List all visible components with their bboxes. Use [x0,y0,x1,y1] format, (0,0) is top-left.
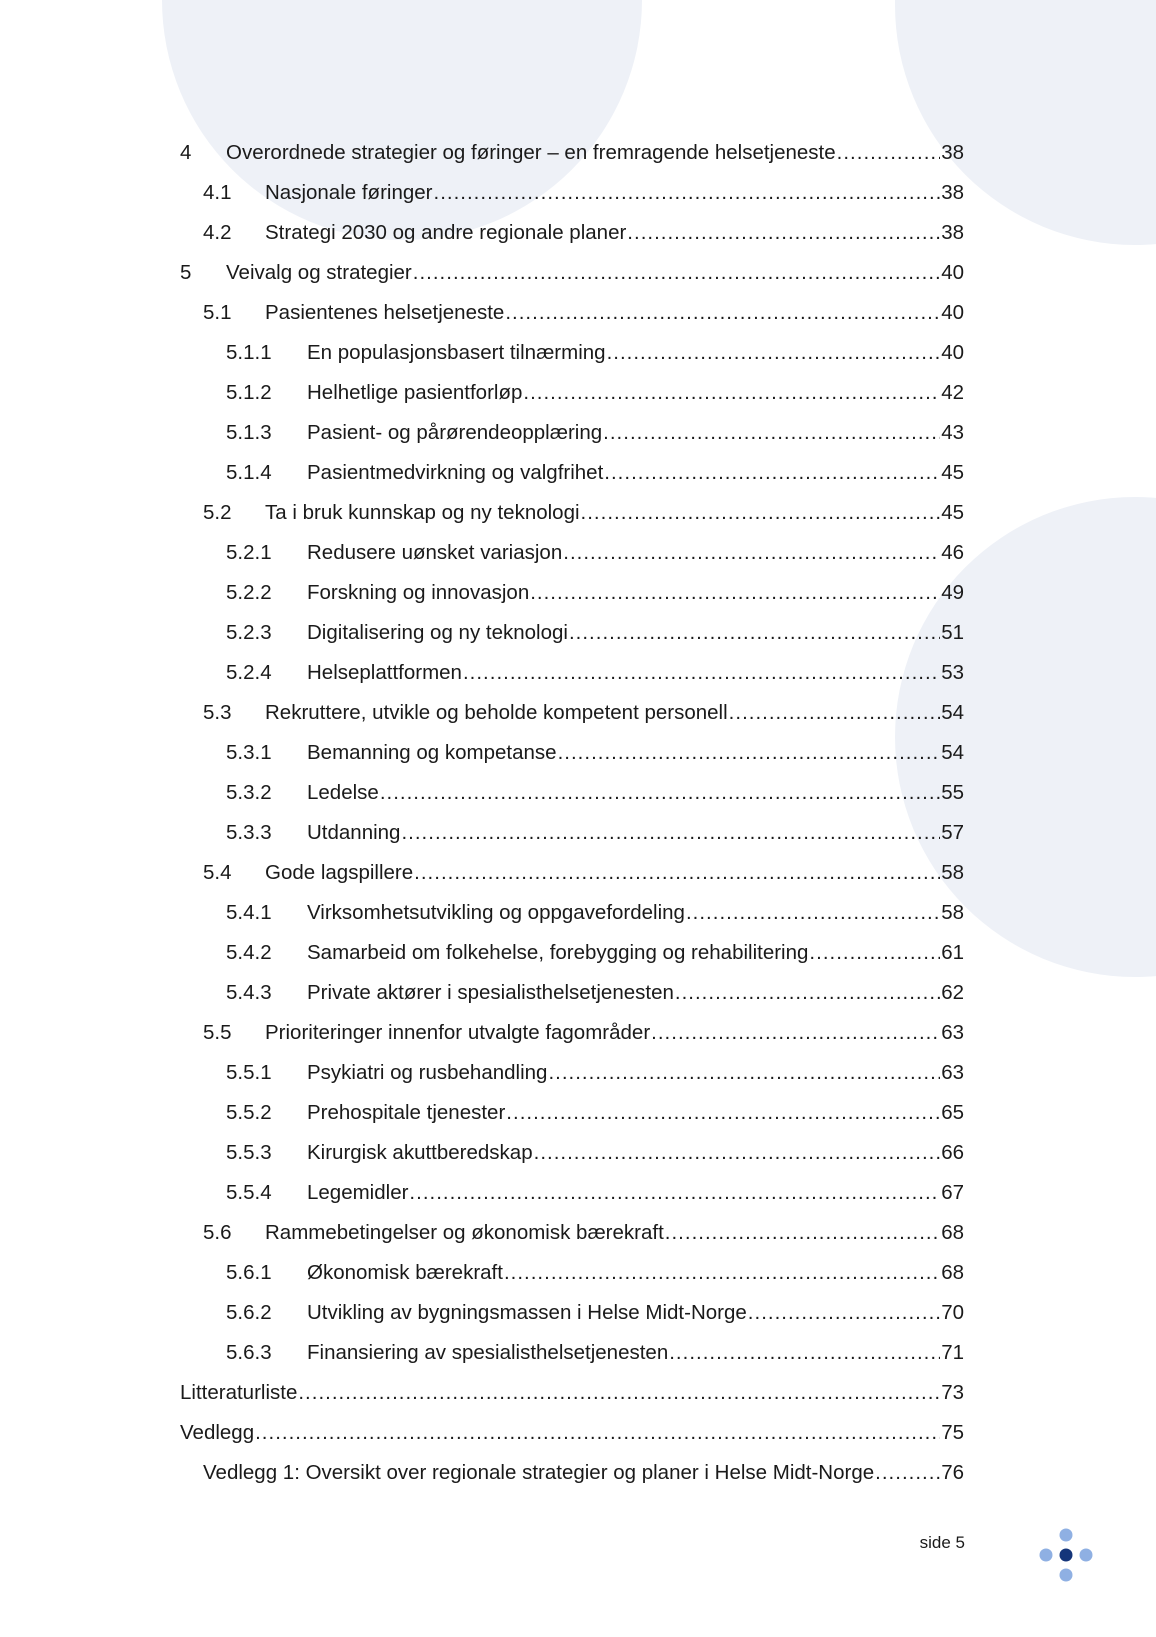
toc-entry-title: Forskning og innovasjon [307,581,530,604]
toc-leader-dots [504,1261,940,1285]
toc-entry-page: 62 [941,981,964,1004]
toc-entry-number: 5.1.4 [226,461,272,484]
toc-entry-page: 38 [941,221,964,244]
toc-entry-title: En populasjonsbasert tilnærming [307,341,606,364]
toc-leader-dots [298,1381,940,1405]
toc-entry-page: 46 [941,541,964,564]
toc-entry[interactable] [180,413,964,453]
logo-dots-icon [1038,1527,1118,1607]
toc-leader-dots [607,341,941,365]
toc-leader-dots [414,861,940,885]
toc-entry[interactable] [180,1373,964,1413]
toc-entry[interactable] [180,453,964,493]
toc-entry-number: 5.2.1 [226,541,272,564]
toc-leader-dots [837,141,941,165]
toc-entry-page: 38 [941,181,964,204]
toc-entry[interactable] [180,1173,964,1213]
toc-entry-page: 63 [941,1021,964,1044]
toc-entry-number: 5.2.3 [226,621,272,644]
toc-entry-page: 38 [941,141,964,164]
toc-leader-dots [413,261,940,285]
toc-entry-title: Veivalg og strategier [226,261,412,284]
toc-entry[interactable] [180,373,964,413]
toc-leader-dots [748,1301,940,1325]
toc-entry-page: 49 [941,581,964,604]
toc-entry-title: Pasient- og pårørendeopplæring [307,421,603,444]
toc-entry[interactable] [180,533,964,573]
toc-leader-dots [729,701,941,725]
toc-entry-number: 5.3.3 [226,821,272,844]
toc-entry-page: 54 [941,741,964,764]
toc-entry-title: Samarbeid om folkehelse, forebygging og rehabilitering [307,941,809,964]
toc-entry-number: 5.2 [203,501,232,524]
toc-leader-dots [809,941,940,965]
toc-entry-title: Vedlegg [180,1421,255,1444]
toc-leader-dots [434,181,941,205]
toc-entry[interactable] [180,693,964,733]
toc-leader-dots [669,1341,940,1365]
toc-entry-number: 5.4.3 [226,981,272,1004]
table-of-contents [180,133,964,1493]
toc-entry-number: 5.5.3 [226,1141,272,1164]
toc-entry-page: 58 [941,861,964,884]
toc-leader-dots [548,1061,940,1085]
toc-entry-number: 5.1 [203,301,232,324]
toc-entry-title: Digitalisering og ny teknologi [307,621,568,644]
toc-entry-title: Utdanning [307,821,401,844]
toc-entry-title: Private aktører i spesialisthelsetjenesten [307,981,674,1004]
toc-entry[interactable] [180,213,964,253]
toc-entry-number: 5.1.1 [226,341,272,364]
toc-entry-page: 55 [941,781,964,804]
toc-entry-title: Redusere uønsket variasjon [307,541,563,564]
toc-entry-page: 53 [941,661,964,684]
toc-entry-title: Utvikling av bygningsmassen i Helse Midt-Norge [307,1301,747,1324]
toc-entry-title: Bemanning og kompetanse [307,741,557,764]
toc-entry-title: Helhetlige pasientforløp [307,381,523,404]
toc-entry[interactable] [180,733,964,773]
toc-entry[interactable] [180,1093,964,1133]
toc-entry-page: 57 [941,821,964,844]
toc-leader-dots [563,541,940,565]
toc-entry-title: Virksomhetsutvikling og oppgavefordeling [307,901,685,924]
toc-entry-title: Psykiatri og rusbehandling [307,1061,548,1084]
toc-leader-dots [380,781,940,805]
toc-entry[interactable] [180,1133,964,1173]
toc-entry[interactable] [180,933,964,973]
toc-entry-number: 5.5.1 [226,1061,272,1084]
toc-entry-number: 4.1 [203,181,232,204]
toc-entry-number: 5.1.3 [226,421,272,444]
toc-entry-page: 75 [941,1421,964,1444]
toc-entry-number: 5 [180,261,192,284]
toc-entry-number: 5.3.1 [226,741,272,764]
toc-entry-title: Vedlegg 1: Oversikt over regionale strategier og planer i Helse Midt-Norge [203,1461,875,1484]
toc-entry-title: Pasientenes helsetjeneste [265,301,505,324]
toc-entry-number: 5.5.2 [226,1101,272,1124]
toc-entry-number: 5.6 [203,1221,232,1244]
toc-entry-title: Litteraturliste [180,1381,298,1404]
toc-entry[interactable] [180,1213,964,1253]
toc-leader-dots [558,741,941,765]
toc-leader-dots [505,301,940,325]
toc-entry-number: 5.4.1 [226,901,272,924]
toc-entry-page: 40 [941,301,964,324]
toc-entry-number: 5.3.2 [226,781,272,804]
toc-leader-dots [401,821,940,845]
toc-entry[interactable] [180,1293,964,1333]
toc-entry-title: Ta i bruk kunnskap og ny teknologi [265,501,580,524]
toc-entry[interactable] [180,1053,964,1093]
toc-entry-title: Nasjonale føringer [265,181,433,204]
toc-entry-title: Økonomisk bærekraft [307,1261,503,1284]
toc-leader-dots [569,621,940,645]
toc-leader-dots [627,221,940,245]
toc-entry-page: 66 [941,1141,964,1164]
toc-entry[interactable] [180,853,964,893]
toc-leader-dots [603,421,940,445]
toc-entry[interactable] [180,613,964,653]
toc-entry[interactable] [180,773,964,813]
toc-entry-number: 5.6.1 [226,1261,272,1284]
toc-leader-dots [665,1221,940,1245]
toc-entry-page: 40 [941,261,964,284]
toc-entry-page: 63 [941,1061,964,1084]
toc-entry-title: Kirurgisk akuttberedskap [307,1141,533,1164]
toc-leader-dots [409,1181,940,1205]
toc-entry-number: 5.4.2 [226,941,272,964]
toc-entry[interactable] [180,813,964,853]
toc-entry[interactable] [180,1333,964,1373]
toc-entry-page: 73 [941,1381,964,1404]
toc-leader-dots [506,1101,940,1125]
toc-entry-number: 5.5 [203,1021,232,1044]
toc-entry-title: Overordnede strategier og føringer – en fremragende helsetjeneste [226,141,836,164]
toc-entry[interactable] [180,573,964,613]
toc-entry-number: 5.3 [203,701,232,724]
toc-leader-dots [534,1141,941,1165]
toc-entry[interactable] [180,1453,964,1493]
toc-entry-page: 40 [941,341,964,364]
toc-entry-page: 65 [941,1101,964,1124]
toc-leader-dots [530,581,940,605]
toc-entry-number: 5.4 [203,861,232,884]
toc-leader-dots [686,901,940,925]
toc-entry-title: Prehospitale tjenester [307,1101,506,1124]
toc-entry[interactable] [180,253,964,293]
toc-entry-page: 58 [941,901,964,924]
toc-leader-dots [523,381,940,405]
page-number: side 5 [919,1533,965,1552]
toc-entry-page: 76 [941,1461,964,1484]
toc-entry-title: Gode lagspillere [265,861,414,884]
toc-entry-page: 68 [941,1261,964,1284]
toc-leader-dots [581,501,941,525]
toc-entry-number: 5.2.2 [226,581,272,604]
toc-leader-dots [604,461,940,485]
toc-entry-title: Rekruttere, utvikle og beholde kompetent personell [265,701,728,724]
toc-entry[interactable] [180,173,964,213]
toc-entry-number: 5.1.2 [226,381,272,404]
toc-entry-number: 4.2 [203,221,232,244]
toc-entry-number: 5.2.4 [226,661,272,684]
toc-leader-dots [463,661,940,685]
toc-leader-dots [875,1461,940,1485]
toc-leader-dots [651,1021,940,1045]
toc-entry[interactable] [180,893,964,933]
toc-entry[interactable] [180,493,964,533]
toc-entry-page: 51 [941,621,964,644]
toc-entry[interactable] [180,293,964,333]
toc-entry[interactable] [180,1413,964,1453]
toc-entry-number: 4 [180,141,192,164]
toc-entry-number: 5.6.2 [226,1301,272,1324]
toc-entry[interactable] [180,653,964,693]
toc-entry-page: 67 [941,1181,964,1204]
toc-entry[interactable] [180,133,964,173]
toc-entry-title: Rammebetingelser og økonomisk bærekraft [265,1221,664,1244]
toc-entry-page: 70 [941,1301,964,1324]
toc-leader-dots [675,981,940,1005]
toc-entry-page: 68 [941,1221,964,1244]
toc-leader-dots [255,1421,940,1445]
toc-entry-title: Strategi 2030 og andre regionale planer [265,221,627,244]
toc-entry-title: Ledelse [307,781,379,804]
toc-entry-number: 5.5.4 [226,1181,272,1204]
toc-entry-page: 54 [941,701,964,724]
toc-entry[interactable] [180,1013,964,1053]
toc-entry-page: 71 [941,1341,964,1364]
toc-entry-page: 43 [941,421,964,444]
toc-entry-page: 45 [941,461,964,484]
toc-entry[interactable] [180,1253,964,1293]
toc-entry-title: Prioriteringer innenfor utvalgte fagområder [265,1021,651,1044]
toc-entry-page: 42 [941,381,964,404]
toc-entry-page: 45 [941,501,964,524]
toc-entry[interactable] [180,973,964,1013]
toc-entry-title: Finansiering av spesialisthelsetjenesten [307,1341,669,1364]
toc-entry-title: Legemidler [307,1181,409,1204]
toc-entry[interactable] [180,333,964,373]
toc-entry-title: Pasientmedvirkning og valgfrihet [307,461,604,484]
toc-entry-title: Helseplattformen [307,661,462,684]
toc-entry-page: 61 [941,941,964,964]
toc-entry-number: 5.6.3 [226,1341,272,1364]
